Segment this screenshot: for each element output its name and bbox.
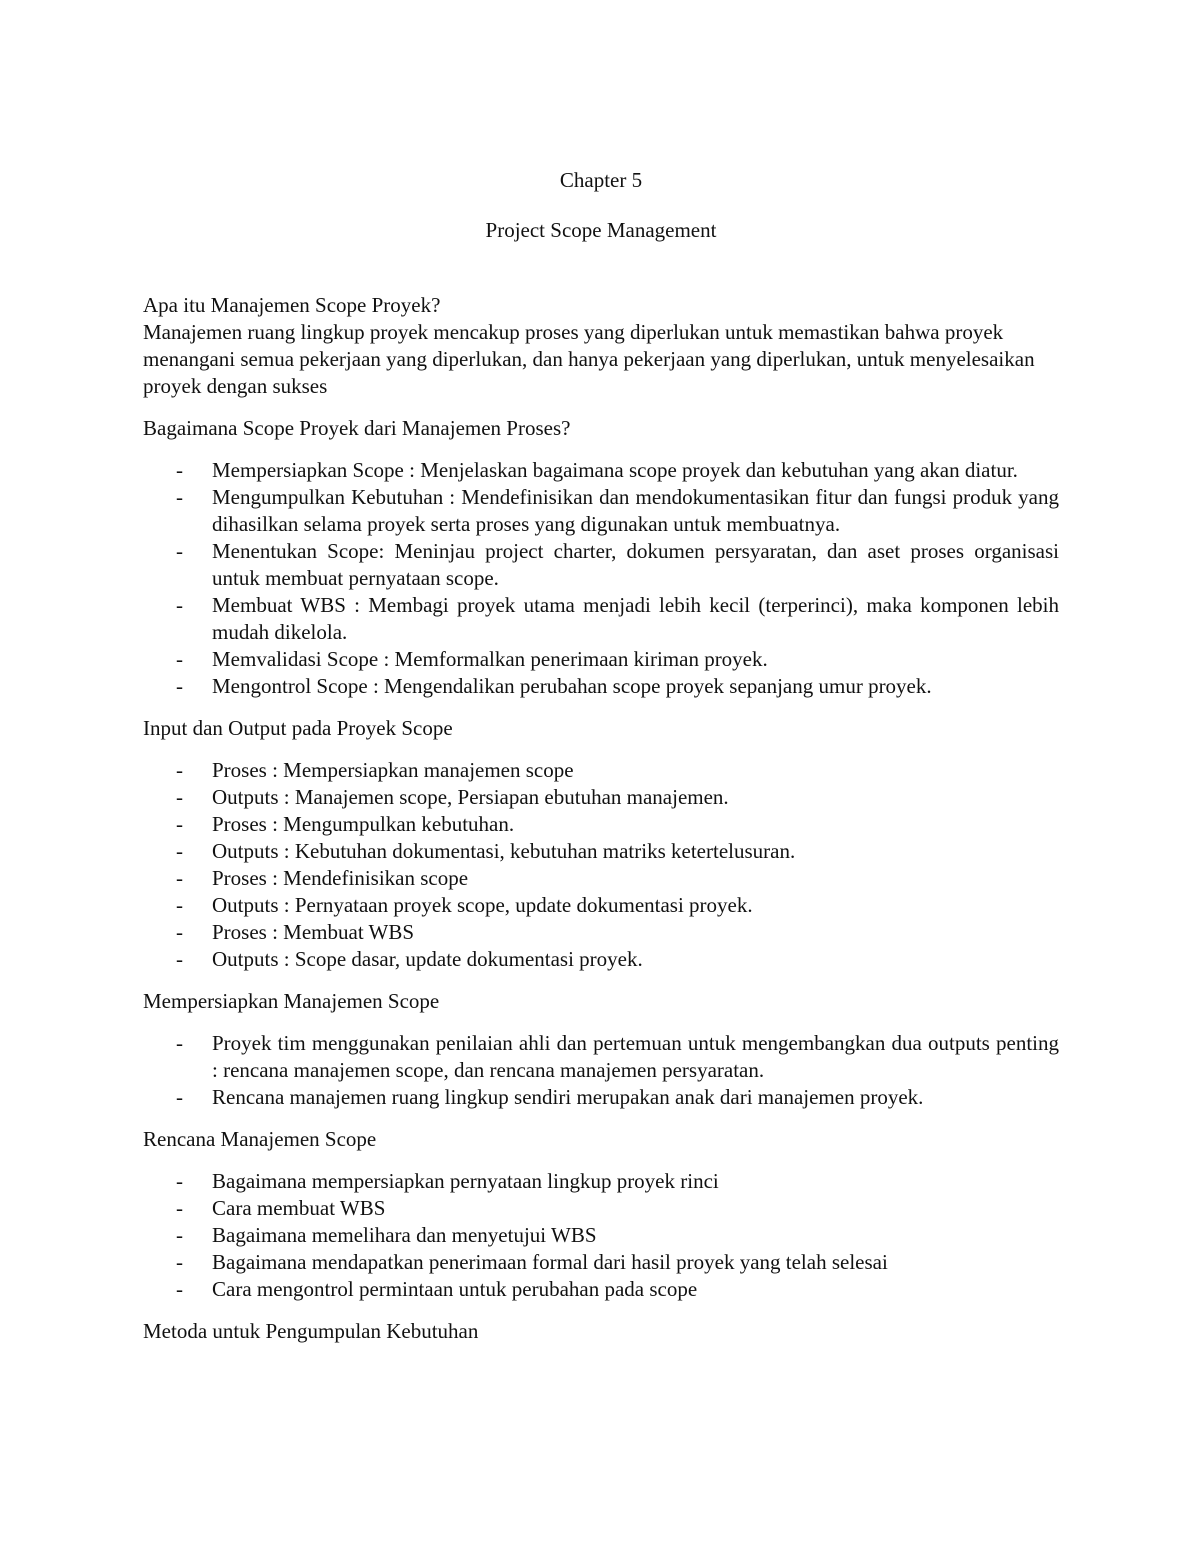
- section-heading: Input dan Output pada Proyek Scope: [143, 716, 453, 740]
- list-item: [143, 673, 1059, 700]
- section-heading: Metoda untuk Pengumpulan Kebutuhan: [143, 1319, 479, 1343]
- list-item-text: Cara membuat WBS: [212, 1196, 386, 1220]
- dash-bullet: -: [176, 785, 183, 809]
- list-item-text: Bagaimana memelihara dan menyetujui WBS: [212, 1223, 597, 1247]
- list-item-text: Bagaimana mendapatkan penerimaan formal dari hasil proyek yang telah selesai: [212, 1250, 888, 1274]
- dash-bullet: -: [176, 920, 183, 944]
- page-title: Project Scope Management: [485, 218, 717, 242]
- list-item-text: Bagaimana mempersiapkan pernyataan lingkup proyek rinci: [212, 1169, 719, 1193]
- dash-bullet: -: [176, 758, 183, 782]
- dash-bullet: -: [176, 1223, 183, 1247]
- list-item-text: Outputs : Kebutuhan dokumentasi, kebutuhan matriks ketertelusuran.: [212, 839, 796, 863]
- list-item: [143, 1195, 1059, 1222]
- dash-bullet: -: [176, 539, 183, 563]
- list-item-text: Proses : Mempersiapkan manajemen scope: [212, 758, 574, 782]
- list-item-text: Mempersiapkan Scope : Menjelaskan bagaimana scope proyek dan kebutuhan yang akan diatur.: [212, 458, 1018, 482]
- sections-container: [143, 415, 1059, 1345]
- list-item-text: Memvalidasi Scope : Memformalkan penerimaan kiriman proyek.: [212, 647, 768, 671]
- dash-bullet: -: [176, 866, 183, 890]
- section-heading: Rencana Manajemen Scope: [143, 1127, 377, 1151]
- list-item: [143, 892, 1059, 919]
- dash-bullet: -: [176, 647, 183, 671]
- list-item-text: Mengontrol Scope : Mengendalikan perubahan scope proyek sepanjang umur proyek.: [212, 674, 932, 698]
- list-item: [143, 592, 1059, 646]
- list-item: [143, 919, 1059, 946]
- list-item-text: Membuat WBS : Membagi proyek utama menjadi lebih kecil (terperinci), maka komponen lebih mudah dikelola.: [212, 593, 1059, 644]
- section: [143, 988, 1059, 1111]
- list-item: [143, 1249, 1059, 1276]
- intro-paragraph: Manajemen ruang lingkup proyek mencakup proses yang diperlukan untuk memastikan bahwa proyek menangani semua pekerjaan yang diperlukan, dan hanya pekerjaan yang diperlukan, untuk menyelesaikan proyek dengan sukses: [143, 320, 1035, 398]
- dash-bullet: -: [176, 839, 183, 863]
- list-item: [143, 538, 1059, 592]
- list-item: [143, 457, 1059, 484]
- section: [143, 415, 1059, 700]
- chapter-label: Chapter 5: [559, 168, 643, 192]
- section: [143, 1318, 1059, 1345]
- dash-bullet: -: [176, 1277, 183, 1301]
- list-item: [143, 1276, 1059, 1303]
- dash-bullet: -: [176, 1250, 183, 1274]
- list-item-text: Proses : Mendefinisikan scope: [212, 866, 469, 890]
- dash-list: [143, 457, 1059, 700]
- list-item: [143, 865, 1059, 892]
- list-item-text: Mengumpulkan Kebutuhan : Mendefinisikan dan mendokumentasikan fitur dan fungsi produk yang dihasilkan selama proyek serta proses yang digunakan untuk membuatnya.: [212, 485, 1059, 536]
- list-item-text: Outputs : Scope dasar, update dokumentasi proyek.: [212, 947, 643, 971]
- dash-bullet: -: [176, 485, 183, 509]
- dash-bullet: -: [176, 1169, 183, 1193]
- list-item: [143, 757, 1059, 784]
- dash-bullet: -: [176, 893, 183, 917]
- list-item-text: Proses : Membuat WBS: [212, 920, 415, 944]
- list-item-text: Cara mengontrol permintaan untuk perubahan pada scope: [212, 1277, 698, 1301]
- list-item: [143, 484, 1059, 538]
- dash-bullet: -: [176, 1196, 183, 1220]
- section: [143, 715, 1059, 973]
- dash-list: [143, 1168, 1059, 1303]
- intro-heading: Apa itu Manajemen Scope Proyek?: [143, 293, 441, 317]
- list-item-text: Outputs : Pernyataan proyek scope, update dokumentasi proyek.: [212, 893, 753, 917]
- dash-bullet: -: [176, 812, 183, 836]
- list-item-text: Outputs : Manajemen scope, Persiapan ebutuhan manajemen.: [212, 785, 729, 809]
- list-item: [143, 1030, 1059, 1084]
- dash-bullet: -: [176, 1031, 183, 1055]
- list-item-text: Menentukan Scope: Meninjau project charter, dokumen persyaratan, dan aset proses organisasi untuk membuat pernyataan scope.: [212, 539, 1059, 590]
- list-item: [143, 838, 1059, 865]
- list-item-text: Proyek tim menggunakan penilaian ahli dan pertemuan untuk mengembangkan dua outputs penting : rencana manajemen scope, dan rencana manajemen persyaratan.: [212, 1031, 1059, 1082]
- list-item-text: Proses : Mengumpulkan kebutuhan.: [212, 812, 515, 836]
- dash-bullet: -: [176, 593, 183, 617]
- section-heading: Bagaimana Scope Proyek dari Manajemen Proses?: [143, 416, 571, 440]
- section-heading: Mempersiapkan Manajemen Scope: [143, 989, 440, 1013]
- document-page: [143, 166, 1059, 1345]
- list-item: [143, 646, 1059, 673]
- dash-bullet: -: [176, 1085, 183, 1109]
- list-item: [143, 1168, 1059, 1195]
- dash-bullet: -: [176, 947, 183, 971]
- section: [143, 1126, 1059, 1303]
- list-item: [143, 784, 1059, 811]
- list-item-text: Rencana manajemen ruang lingkup sendiri merupakan anak dari manajemen proyek.: [212, 1085, 924, 1109]
- list-item: [143, 946, 1059, 973]
- dash-list: [143, 757, 1059, 973]
- list-item: [143, 811, 1059, 838]
- dash-bullet: -: [176, 458, 183, 482]
- dash-list: [143, 1030, 1059, 1111]
- dash-bullet: -: [176, 674, 183, 698]
- list-item: [143, 1222, 1059, 1249]
- list-item: [143, 1084, 1059, 1111]
